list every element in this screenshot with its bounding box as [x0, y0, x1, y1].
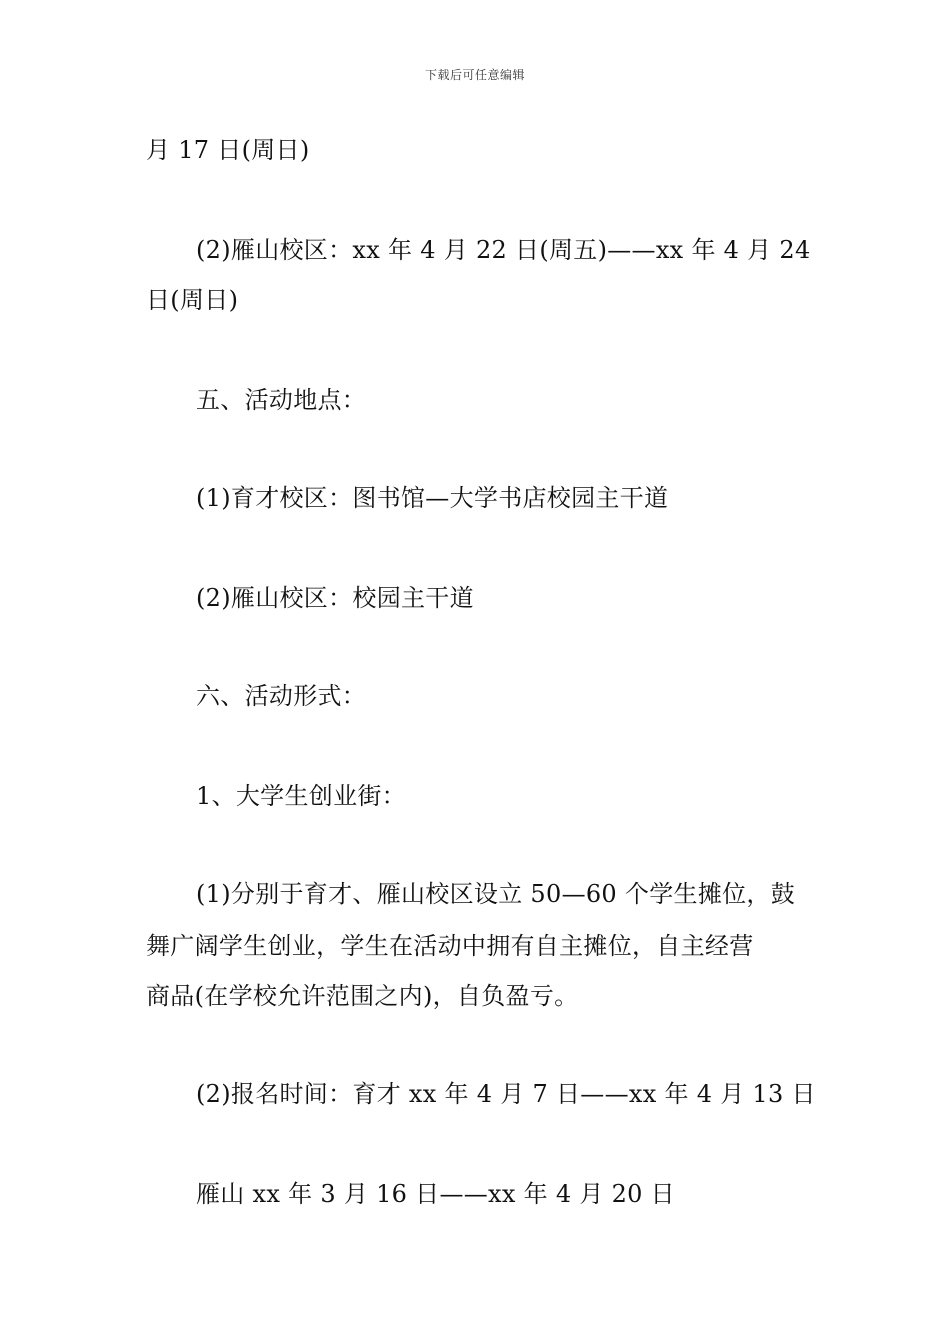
- section-heading: 五、活动地点：: [196, 386, 367, 414]
- body-line: (1)育才校区：图书馆—大学书店校园主干道: [196, 484, 669, 512]
- subsection-heading: 1、大学生创业街：: [196, 782, 406, 810]
- body-line: 商品(在学校允许范围之内)，自负盈亏。: [146, 982, 579, 1010]
- body-line: (1)分别于育才、雁山校区设立 50—60 个学生摊位，鼓: [196, 880, 796, 908]
- body-line: (2)报名时间：育才 xx 年 4 月 7 日——xx 年 4 月 13 日: [196, 1080, 816, 1108]
- page-header: 下载后可任意编辑: [424, 68, 525, 82]
- body-line: 雁山 xx 年 3 月 16 日——xx 年 4 月 20 日: [196, 1180, 675, 1208]
- body-line: (2)雁山校区：校园主干道: [196, 584, 474, 612]
- body-line: (2)雁山校区：xx 年 4 月 22 日(周五)——xx 年 4 月 24: [196, 236, 811, 264]
- body-line: 月 17 日(周日): [146, 136, 310, 164]
- section-heading: 六、活动形式：: [196, 682, 367, 710]
- body-line: 日(周日): [146, 286, 239, 314]
- body-line: 舞广阔学生创业，学生在活动中拥有自主摊位，自主经营: [146, 932, 754, 960]
